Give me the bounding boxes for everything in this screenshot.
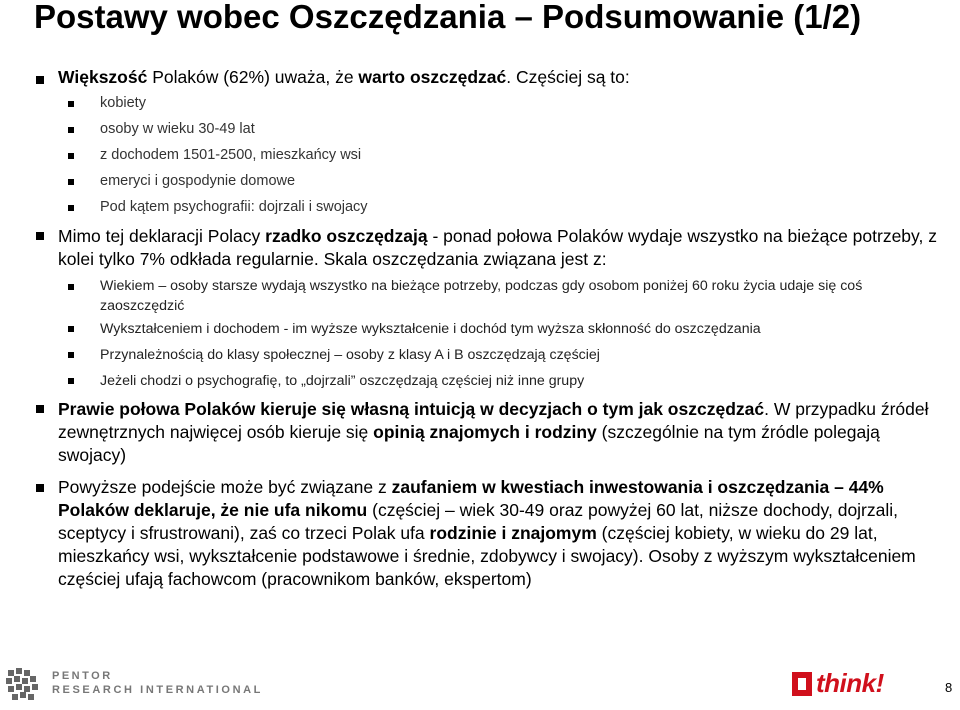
- page-title: Postawy wobec Oszczędzania – Podsumowanie (1/2): [34, 0, 862, 35]
- p3-text-1: . W przypadku źródeł zewnętrznych najwięcej osób kieruje się: [58, 399, 929, 442]
- p1-text-1: Polaków (62%) uważa, że: [147, 67, 359, 87]
- p3-bold-1: Prawie połowa Polaków kieruje się własną intuicją w decyzjach o tym jak oszczędzać: [58, 399, 765, 419]
- sub-bullet-marker: [68, 326, 74, 332]
- bullet-marker: [36, 405, 44, 413]
- p3-text-2: (szczególnie na tym źródle polegają swojacy): [58, 422, 880, 465]
- bullet-marker: [36, 76, 44, 84]
- sub-bullet-marker: [68, 352, 74, 358]
- page-number: 8: [945, 680, 953, 695]
- sub-bullet-marker: [68, 284, 74, 290]
- p2-text-1: Mimo tej deklaracji Polacy: [58, 226, 266, 246]
- p4-text-3: (częściej kobiety, w wieku do 29 lat, mieszkańcy wsi, wykształcenie podstawowe i średnie, zdobywcy i swojacy). Osoby z wyższym wykształceniem częściej ufają fachowcom (pracownikom banków, ekspertom): [58, 523, 916, 589]
- list-item: osoby w wieku 30-49 lat: [100, 121, 255, 137]
- pentor-name: PENTOR: [52, 670, 113, 682]
- p4-bold-1: zaufaniem w kwestiach inwestowania i oszczędzania – 44% Polaków deklaruje, że nie ufa nikomu: [58, 477, 884, 520]
- sub-bullet-marker: [68, 127, 74, 133]
- list-item: kobiety: [100, 95, 146, 111]
- think-logo-text: think!: [816, 668, 884, 698]
- p1-bold-2: warto oszczędzać: [358, 67, 507, 87]
- list-item: Wykształceniem i dochodem - im wyższe wykształcenie i dochód tym wyższa skłonność do oszczędzania: [100, 321, 761, 337]
- p1-text-2: . Częściej są to:: [506, 67, 630, 87]
- list-item: z dochodem 1501-2500, mieszkańcy wsi: [100, 147, 362, 163]
- paragraph-4: [58, 476, 938, 591]
- p2-text-2: - ponad połowa Polaków wydaje wszystko na bieżące potrzeby, z kolei tylko 7% odkłada regularnie. Skala oszczędzania związana jest z:: [58, 226, 937, 269]
- bullet-marker: [36, 484, 44, 492]
- pentor-subtitle: RESEARCH INTERNATIONAL: [52, 684, 263, 696]
- sub-bullet-marker: [68, 205, 74, 211]
- paragraph-1: [58, 66, 938, 89]
- p4-bold-2: rodzinie i znajomym: [429, 523, 597, 543]
- list-item: Pod kątem psychografii: dojrzali i swojacy: [100, 199, 368, 215]
- sub-bullet-marker: [68, 153, 74, 159]
- p3-bold-2: opinią znajomych i rodziny: [373, 422, 597, 442]
- paragraph-2: [58, 225, 938, 271]
- sub-bullet-marker: [68, 378, 74, 384]
- p1-bold-1: Większość: [58, 67, 148, 87]
- bullet-marker: [36, 232, 44, 240]
- paragraph-3: [58, 398, 938, 467]
- list-item: Wiekiem – osoby starsze wydają wszystko na bieżące potrzeby, podczas gdy osobom poniżej 60 roku życia udaje się coś zaoszczędzić: [100, 278, 863, 314]
- think-logo-icon: [790, 670, 814, 698]
- list-item: Przynależnością do klasy społecznej – osoby z klasy A i B oszczędzają częściej: [100, 347, 600, 363]
- list-item: emeryci i gospodynie domowe: [100, 173, 296, 189]
- p2-bold-1: rzadko oszczędzają: [265, 226, 428, 246]
- p4-text-2: (częściej – wiek 30-49 oraz powyżej 60 lat, niższe dochody, dojrzali, sceptycy i sfrustrowani), zaś co trzeci Polak ufa: [58, 500, 899, 543]
- p4-text-1: Powyższe podejście może być związane z: [58, 477, 392, 497]
- sub-bullet-marker: [68, 179, 74, 185]
- sub-bullet-marker: [68, 101, 74, 107]
- list-item: Jeżeli chodzi o psychografię, to „dojrzali” oszczędzają częściej niż inne grupy: [100, 373, 585, 389]
